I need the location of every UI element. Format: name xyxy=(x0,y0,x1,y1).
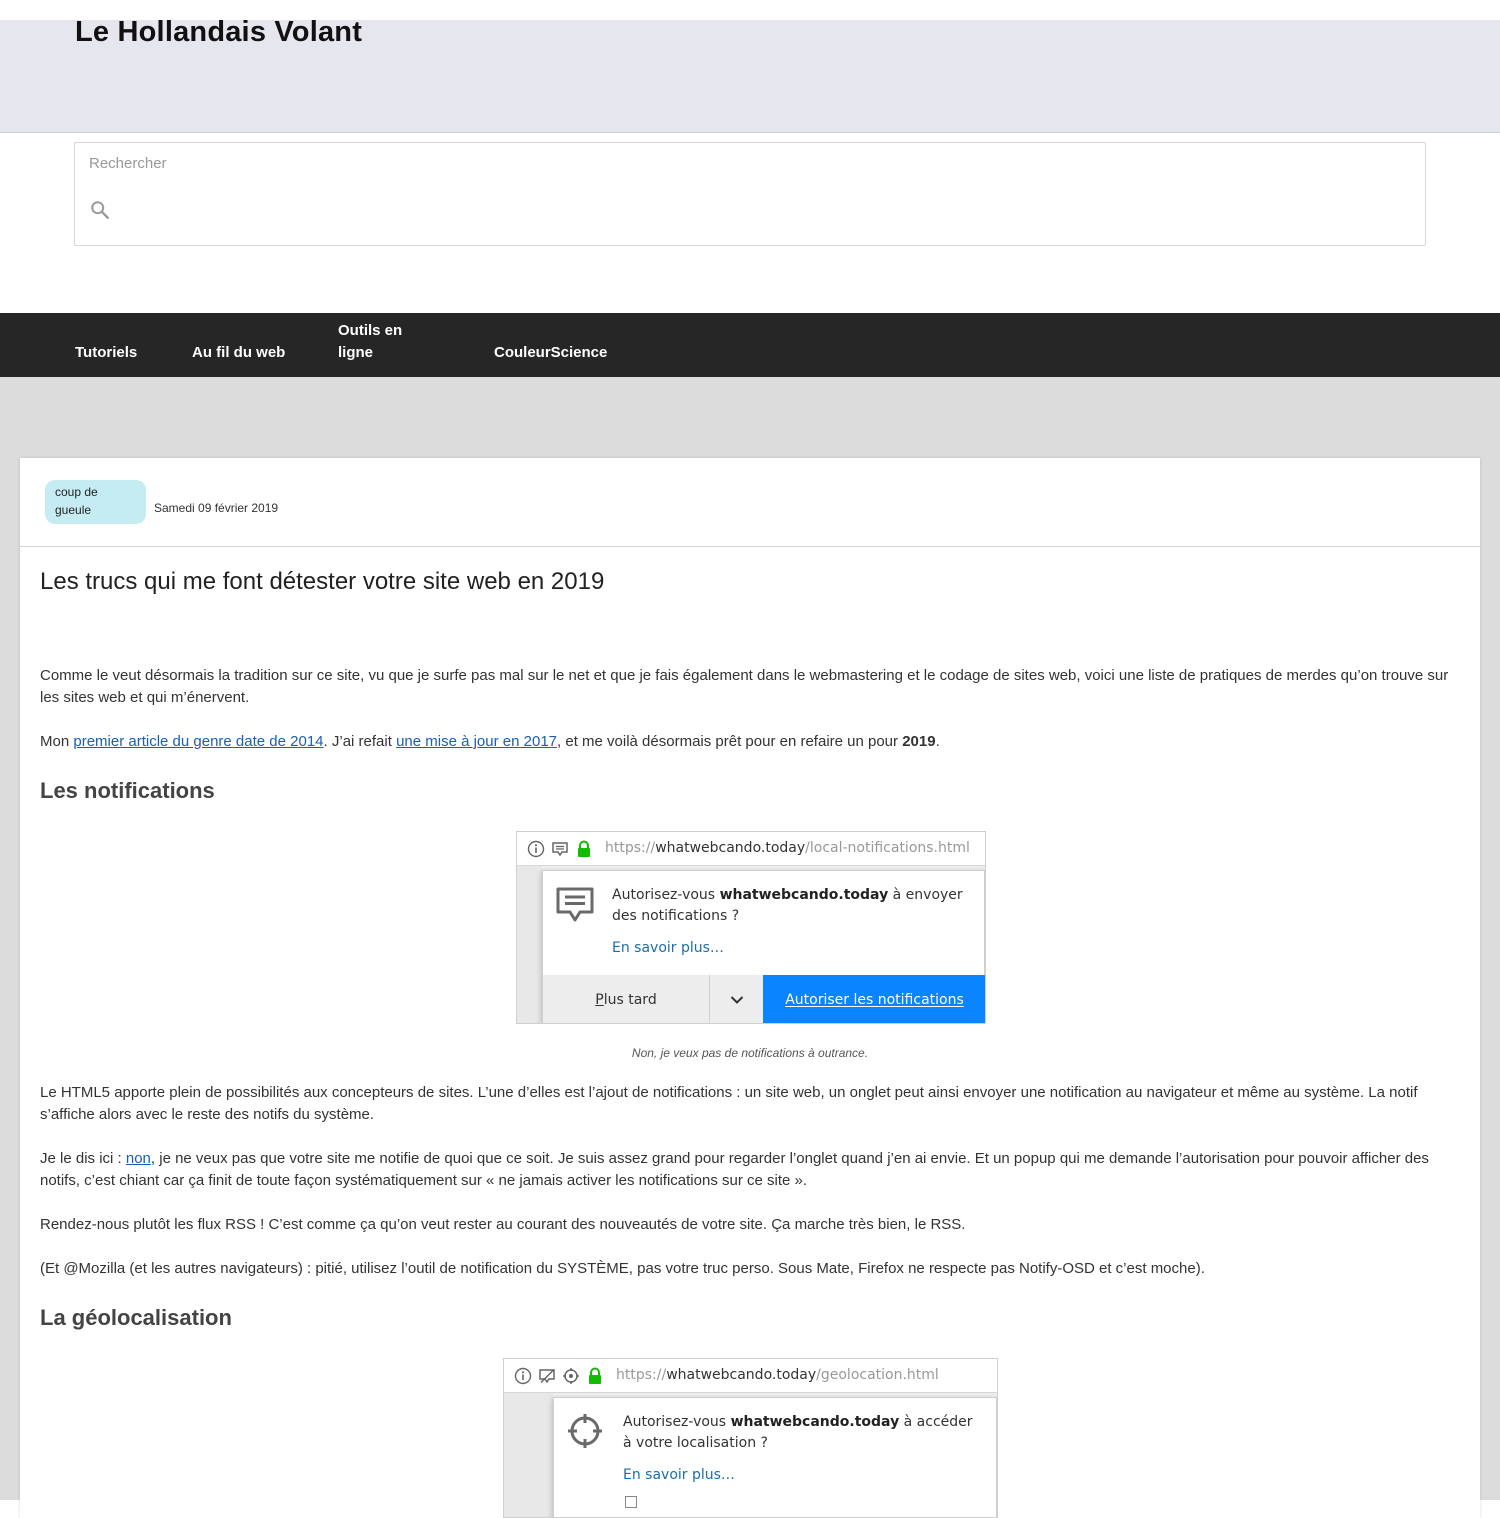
link-update-2017[interactable]: une mise à jour en 2017 xyxy=(396,733,558,750)
geolocation-screenshot xyxy=(503,1358,998,1518)
notification-prompt-text: Autorisez-vous whatwebcando.today à envoyer des notifications ? xyxy=(612,887,963,924)
page-background-strip xyxy=(504,1393,553,1518)
figure-caption: Non, je veux pas de notifications à outrance. xyxy=(631,1046,869,1060)
lock-icon xyxy=(586,1367,604,1385)
heading-geolocation: La géolocalisation xyxy=(40,1305,232,1330)
location-permission-icon xyxy=(562,1367,580,1385)
site-title[interactable]: Le Hollandais Volant xyxy=(75,16,363,48)
heading-notifications: Les notifications xyxy=(40,778,215,803)
page-background-strip xyxy=(517,866,542,1024)
search-box[interactable] xyxy=(74,142,1426,246)
notification-permission-icon xyxy=(551,840,569,858)
notification-prompt xyxy=(542,870,985,1024)
history-text-1: Mon xyxy=(40,733,74,750)
more-options-dropdown[interactable] xyxy=(709,975,763,1024)
post-title: Les trucs qui me font détester votre site web en 2019 xyxy=(40,568,605,595)
search-icon[interactable] xyxy=(89,199,111,221)
notifications-paragraph-4: (Et @Mozilla (et les autres navigateurs) : pitié, utilisez l’outil de notification du SYSTÈME, pas votre truc perso. Sous Mate, Firefox ne respecte pas Notify-OSD et c’est moche). xyxy=(40,1260,1205,1277)
para2-text-1: Je le dis ici : xyxy=(40,1150,126,1167)
para2-text-2: , je ne veux pas que votre site me notifie de quoi que ce soit. Je suis assez grand pour regarder l’onglet quand j’en ai envie. Et un popup qui me demande l’autorisation pour pouvoir afficher des notifs, c’est chiant car ça finit de toute façon systématiquement sur « ne jamais activer les notifications sur ce site ». xyxy=(40,1150,1429,1189)
link-non[interactable]: non xyxy=(125,1150,151,1167)
remember-checkbox[interactable] xyxy=(625,1496,637,1508)
nav-item-outils-en-ligne[interactable]: Outils en ligne xyxy=(338,322,403,361)
nav-item-tutoriels[interactable]: Tutoriels xyxy=(75,344,138,361)
allow-notifications-button[interactable]: Autoriser les notifications xyxy=(763,975,986,1024)
history-year: 2019 xyxy=(902,733,936,750)
notifications-paragraph-3: Rendez-nous plutôt les flux RSS ! C’est comme ça qu’on veut rester au courant des nouveautés de votre site. Ça marche très bien, le RSS. xyxy=(40,1216,966,1233)
crosshair-icon xyxy=(566,1412,604,1450)
url-bar-geo xyxy=(504,1359,997,1393)
chevron-down-icon xyxy=(730,994,744,1006)
notification-screenshot xyxy=(516,831,986,1024)
post-date: Samedi 09 février 2019 xyxy=(154,501,279,515)
notifications-paragraph-2 xyxy=(40,1148,1460,1192)
notification-bubble-icon xyxy=(555,885,595,925)
notifications-blocked-icon xyxy=(538,1367,556,1385)
search-input[interactable] xyxy=(87,151,1407,175)
learn-more-link-geo[interactable]: En savoir plus… xyxy=(623,1467,735,1483)
url-text-geo: https://whatwebcando.today/geolocation.html xyxy=(616,1367,939,1383)
later-button[interactable]: Plus tard xyxy=(543,975,709,1024)
search-section xyxy=(0,134,1500,313)
main-nav xyxy=(0,313,1500,377)
post-meta xyxy=(20,458,1480,547)
notifications-paragraph-1: Le HTML5 apporte plein de possibilités aux concepteurs de sites. L’une d’elles est l’ajout de notifications : un site web, un onglet peut ainsi envoyer une notification au navigateur et même au système. La notif s’affiche alors avec le reste des notifs du système. xyxy=(40,1084,1418,1123)
url-text: https://whatwebcando.today/local-notifications.html xyxy=(605,840,970,856)
lock-icon xyxy=(575,840,593,858)
history-paragraph xyxy=(40,731,1460,753)
link-first-article[interactable]: premier article du genre date de 2014 xyxy=(73,733,324,750)
history-text-2: . J’ai refait xyxy=(323,733,397,750)
url-bar xyxy=(517,832,985,866)
geolocation-prompt-text: Autorisez-vous whatwebcando.today à accéder à votre localisation ? xyxy=(623,1414,973,1451)
learn-more-link[interactable]: En savoir plus… xyxy=(612,940,724,956)
site-header xyxy=(0,16,1500,133)
intro-paragraph: Comme le veut désormais la tradition sur ce site, vu que je surfe pas mal sur le net et que je fais également dans le webmastering et le codage de sites web, voici une liste de pratiques de merdes qu’on trouve sur les sites web et qui m’énervent. xyxy=(40,667,1449,706)
nav-item-couleurscience[interactable]: CouleurScience xyxy=(494,344,608,361)
info-icon xyxy=(514,1367,532,1385)
article xyxy=(20,458,1480,1518)
history-text-3: , et me voilà désormais prêt pour en refaire un pour xyxy=(557,733,903,750)
tag-badge[interactable]: coup de gueule xyxy=(45,480,146,524)
info-icon xyxy=(527,840,545,858)
nav-item-au-fil-du-web[interactable]: Au fil du web xyxy=(192,344,286,361)
history-text-4: . xyxy=(935,733,940,750)
